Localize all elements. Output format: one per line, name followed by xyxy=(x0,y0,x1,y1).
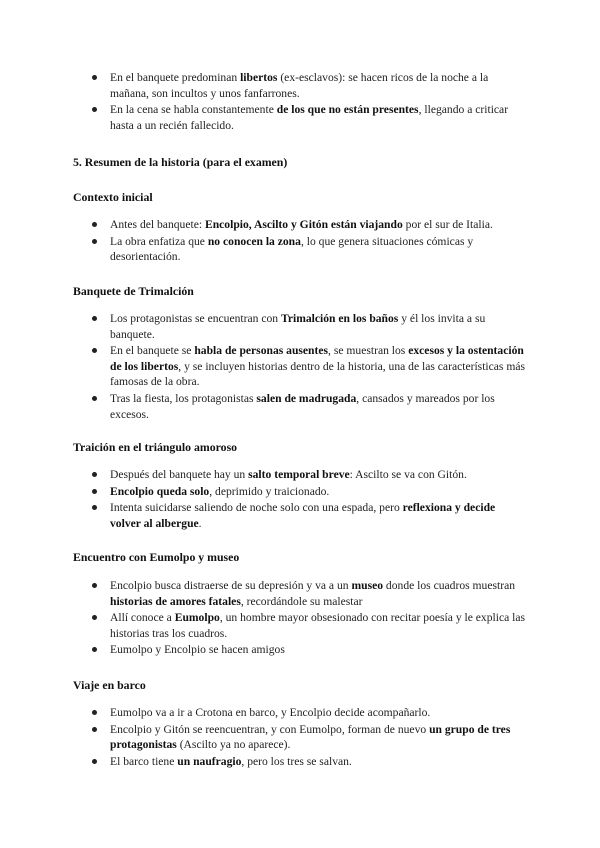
list-item: Allí conoce a Eumolpo, un hombre mayor obsesionado con recitar poesía y le explica las historias tras los cuadros. xyxy=(0,610,600,641)
bullet-icon xyxy=(92,615,97,620)
bullet-icon xyxy=(92,759,97,764)
bullet-icon xyxy=(92,489,97,494)
list-item: Después del banquete hay un salto temporal breve: Ascilto se va con Gitón. xyxy=(0,467,600,483)
encuentro-heading: Encuentro con Eumolpo y museo xyxy=(73,550,240,564)
list-item: Tras la fiesta, los protagonistas salen de madrugada, cansados y mareados por los excesos. xyxy=(0,391,600,422)
list-item: En la cena se habla constantemente de los que no están presentes, llegando a criticar hasta a un recién fallecido. xyxy=(0,102,600,133)
banquete-heading: Banquete de Trimalción xyxy=(73,284,194,298)
bullet-icon xyxy=(92,348,97,353)
list-item: Eumolpo y Encolpio se hacen amigos xyxy=(0,642,600,658)
bullet-icon xyxy=(92,316,97,321)
list-item: En el banquete se habla de personas ausentes, se muestran los excesos y la ostentación de los libertos, y se incluyen historias dentro de la historia, una de las características más famosas de la obra. xyxy=(0,343,600,390)
list-item: Antes del banquete: Encolpio, Ascilto y Gitón están viajando por el sur de Italia. xyxy=(0,217,600,233)
bullet-icon xyxy=(92,222,97,227)
bullet-icon xyxy=(92,396,97,401)
list-item: Encolpio queda solo, deprimido y traicionado. xyxy=(0,484,600,500)
list-item: La obra enfatiza que no conocen la zona, lo que genera situaciones cómicas y desorientación. xyxy=(0,234,600,265)
list-item: Encolpio y Gitón se reencuentran, y con Eumolpo, forman de nuevo un grupo de tres protagonistas (Ascilto ya no aparece). xyxy=(0,722,600,753)
list-item: Encolpio busca distraerse de su depresión y va a un museo donde los cuadros muestran historias de amores fatales, recordándole su malestar xyxy=(0,578,600,609)
bullet-icon xyxy=(92,583,97,588)
bullet-icon xyxy=(92,727,97,732)
contexto-heading: Contexto inicial xyxy=(73,190,153,204)
bullet-icon xyxy=(92,75,97,80)
bullet-icon xyxy=(92,107,97,112)
viaje-list xyxy=(0,705,600,770)
encuentro-list xyxy=(0,578,600,659)
viaje-heading: Viaje en barco xyxy=(73,678,146,692)
bullet-icon xyxy=(92,472,97,477)
list-item: Los protagonistas se encuentran con Trimalción en los baños y él los invita a su banquete. xyxy=(0,311,600,342)
list-item: Intenta suicidarse saliendo de noche solo con una espada, pero reflexiona y decide volver al albergue. xyxy=(0,500,600,531)
bullet-icon xyxy=(92,505,97,510)
contexto-list xyxy=(0,217,600,266)
intro-list xyxy=(0,70,600,134)
bullet-icon xyxy=(92,647,97,652)
bullet-icon xyxy=(92,239,97,244)
banquete-list xyxy=(0,311,600,423)
traicion-heading: Traición en el triángulo amoroso xyxy=(73,440,238,454)
list-item: En el banquete predominan libertos (ex-esclavos): se hacen ricos de la noche a la mañana, son incultos y unos fanfarrones. xyxy=(0,70,600,101)
bullet-icon xyxy=(92,710,97,715)
list-item: Eumolpo va a ir a Crotona en barco, y Encolpio decide acompañarlo. xyxy=(0,705,600,721)
traicion-list xyxy=(0,467,600,532)
list-item: El barco tiene un naufragio, pero los tres se salvan. xyxy=(0,754,600,770)
section-title: 5. Resumen de la historia (para el examen) xyxy=(73,155,288,169)
